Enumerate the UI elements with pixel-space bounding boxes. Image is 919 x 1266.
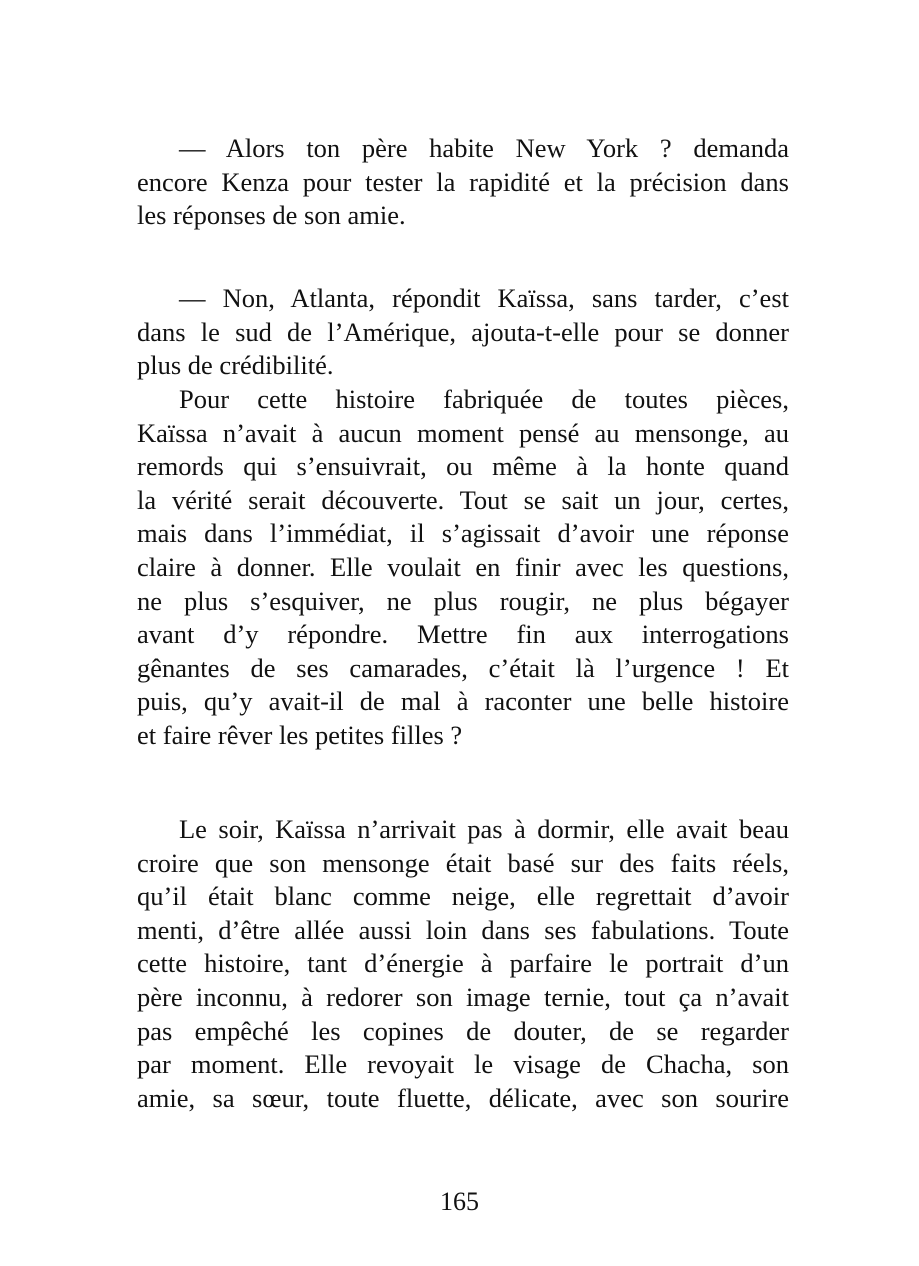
text-line: gênantes de ses camarades, c’était là l’urgence ! Et	[137, 652, 789, 683]
text-line: plus de crédibilité.	[137, 350, 334, 381]
text-line: menti, d’être allée aussi loin dans ses fabulations. Toute	[137, 914, 789, 945]
text-line: qu’il était blanc comme neige, elle regrettait d’avoir	[137, 881, 789, 912]
page-number: 165	[440, 1187, 479, 1216]
paragraph-dialogue-answer	[137, 282, 789, 383]
text-line: encore Kenza pour tester la rapidité et la précision dans	[137, 166, 789, 197]
text-line: mais dans l’immédiat, il s’agissait d’avoir une réponse	[137, 518, 789, 549]
text-line: Kaïssa n’avait à aucun moment pensé au mensonge, au	[137, 417, 789, 448]
text-line: cette histoire, tant d’énergie à parfaire le portrait d’un	[137, 948, 789, 979]
paragraph-evening	[137, 813, 789, 1115]
text-line: amie, sa sœur, toute fluette, délicate, avec son sourire	[137, 1082, 789, 1113]
text-line: avant d’y répondre. Mettre fin aux interrogations	[137, 619, 789, 650]
text-line: — Alors ton père habite New York ? demanda	[179, 133, 789, 163]
paragraph-story	[137, 383, 789, 753]
text-line: croire que son mensonge était basé sur des faits réels,	[137, 847, 789, 878]
text-line: la vérité serait découverte. Tout se sait un jour, certes,	[137, 484, 789, 515]
text-line: par moment. Elle revoyait le visage de Chacha, son	[137, 1049, 789, 1080]
text-line: les réponses de son amie.	[137, 200, 406, 231]
text-line: — Non, Atlanta, répondit Kaïssa, sans tarder, c’est	[179, 283, 789, 313]
text-line: ne plus s’esquiver, ne plus rougir, ne plus bégayer	[137, 585, 789, 616]
text-line: Le soir, Kaïssa n’arrivait pas à dormir, elle avait beau	[179, 814, 789, 844]
text-line: claire à donner. Elle voulait en finir avec les questions,	[137, 551, 789, 582]
text-line: père inconnu, à redorer son image ternie, tout ça n’avait	[137, 981, 789, 1012]
text-line: puis, qu’y avait-il de mal à raconter une belle histoire	[137, 686, 789, 717]
text-line: pas empêché les copines de douter, de se regarder	[137, 1015, 789, 1046]
text-line: et faire rêver les petites filles ?	[137, 719, 463, 750]
text-line: dans le sud de l’Amérique, ajouta-t-elle pour se donner	[137, 316, 789, 347]
text-line: remords qui s’ensuivrait, ou même à la honte quand	[137, 451, 789, 482]
text-line: Pour cette histoire fabriquée de toutes pièces,	[179, 384, 789, 414]
paragraph-dialogue-question	[137, 132, 789, 233]
